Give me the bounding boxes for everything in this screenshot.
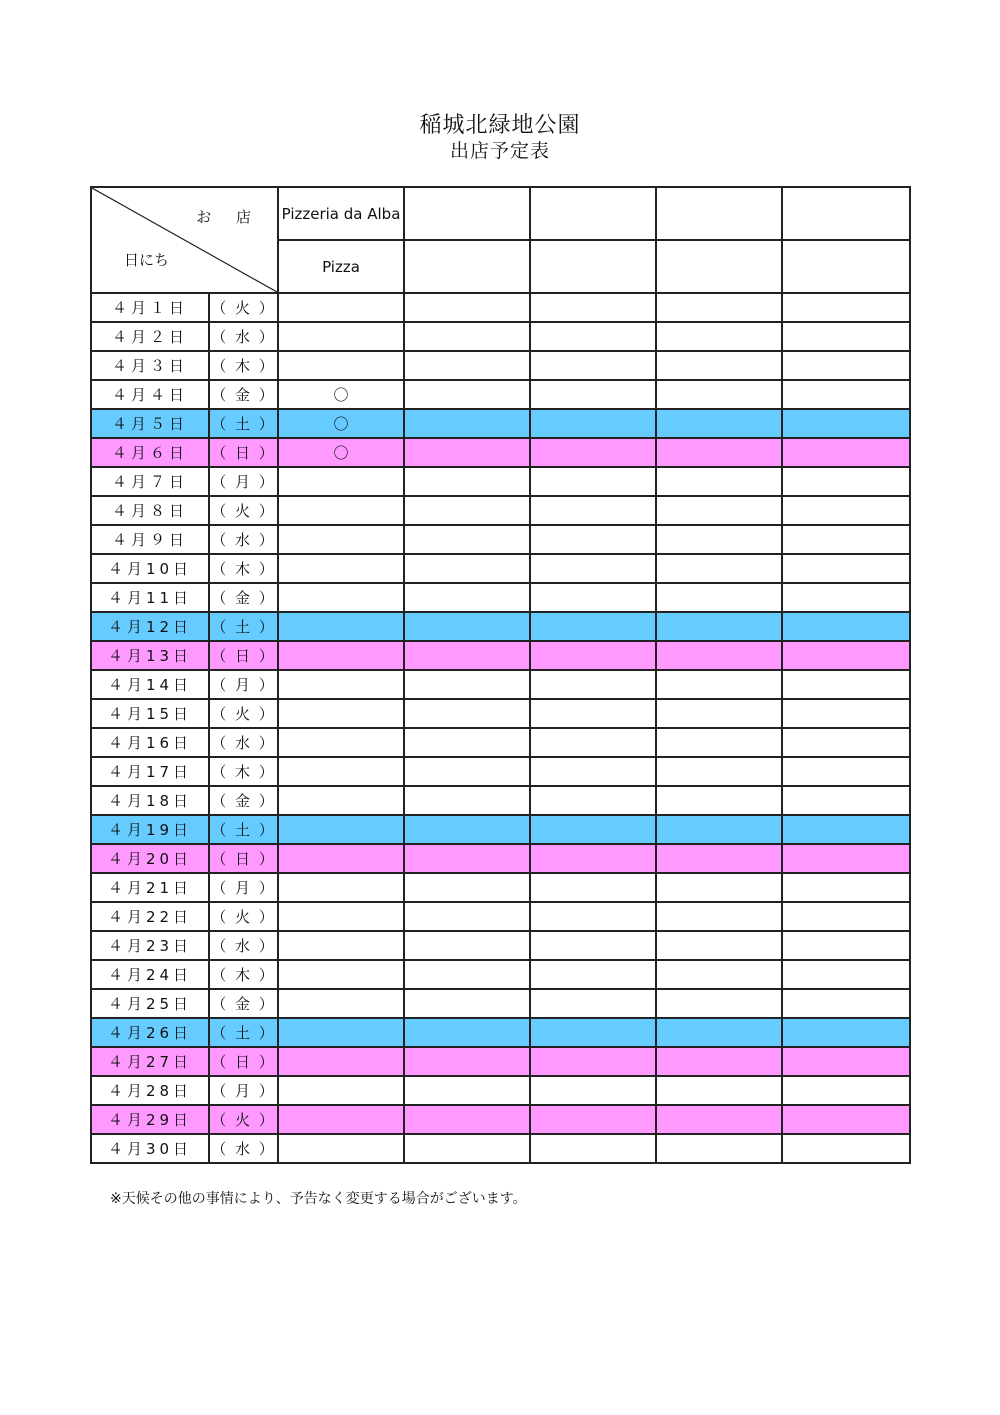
schedule-cell — [278, 699, 404, 728]
weekday-cell: （ 火 ） — [209, 1105, 278, 1134]
schedule-cell — [278, 960, 404, 989]
schedule-cell — [404, 409, 530, 438]
schedule-cell — [530, 641, 656, 670]
schedule-cell — [530, 322, 656, 351]
date-cell: ４月10日 — [91, 554, 209, 583]
schedule-cell — [530, 1076, 656, 1105]
table-row — [91, 496, 910, 525]
date-cell: ４月29日 — [91, 1105, 209, 1134]
date-cell: ４月13日 — [91, 641, 209, 670]
schedule-cell — [782, 699, 910, 728]
date-cell: ４月18日 — [91, 786, 209, 815]
table-row — [91, 873, 910, 902]
schedule-cell — [404, 380, 530, 409]
table-row — [91, 612, 910, 641]
schedule-cell: 〇 — [278, 409, 404, 438]
table-row — [91, 525, 910, 554]
schedule-cell — [530, 380, 656, 409]
schedule-cell — [782, 1047, 910, 1076]
schedule-cell — [530, 728, 656, 757]
table-row — [91, 554, 910, 583]
schedule-cell — [404, 1018, 530, 1047]
schedule-cell — [530, 351, 656, 380]
schedule-cell — [404, 322, 530, 351]
schedule-cell — [404, 438, 530, 467]
weekday-cell: （ 土 ） — [209, 1018, 278, 1047]
date-cell: ４月21日 — [91, 873, 209, 902]
date-cell: ４月12日 — [91, 612, 209, 641]
corner-header-cell — [91, 187, 278, 293]
schedule-cell — [782, 612, 910, 641]
store-genre-cell — [530, 240, 656, 293]
schedule-cell — [656, 525, 782, 554]
schedule-cell — [656, 931, 782, 960]
schedule-cell — [782, 1105, 910, 1134]
schedule-cell — [782, 757, 910, 786]
table-row — [91, 1105, 910, 1134]
schedule-cell — [530, 757, 656, 786]
schedule-cell — [404, 1076, 530, 1105]
weekday-cell: （ 月 ） — [209, 1076, 278, 1105]
schedule-cell — [656, 438, 782, 467]
table-row — [91, 786, 910, 815]
schedule-cell — [278, 525, 404, 554]
date-cell: ４月16日 — [91, 728, 209, 757]
schedule-cell — [278, 583, 404, 612]
schedule-cell — [530, 931, 656, 960]
store-name-cell — [530, 187, 656, 240]
weekday-cell: （ 月 ） — [209, 670, 278, 699]
schedule-cell — [278, 351, 404, 380]
table-row — [91, 670, 910, 699]
date-cell: ４月19日 — [91, 815, 209, 844]
table-row — [91, 380, 910, 409]
weekday-cell: （ 水 ） — [209, 931, 278, 960]
schedule-cell — [656, 1018, 782, 1047]
schedule-cell — [656, 496, 782, 525]
schedule-cell — [656, 1134, 782, 1163]
store-genre-cell — [404, 240, 530, 293]
table-row — [91, 322, 910, 351]
schedule-cell — [404, 496, 530, 525]
schedule-cell — [530, 1134, 656, 1163]
schedule-cell — [278, 844, 404, 873]
schedule-cell — [530, 873, 656, 902]
store-genre-cell — [656, 240, 782, 293]
schedule-cell — [782, 1134, 910, 1163]
schedule-cell — [656, 322, 782, 351]
table-row — [91, 699, 910, 728]
weekday-cell: （ 火 ） — [209, 496, 278, 525]
date-cell: ４月８日 — [91, 496, 209, 525]
date-cell: ４月２日 — [91, 322, 209, 351]
schedule-cell — [782, 438, 910, 467]
schedule-cell — [782, 815, 910, 844]
store-name: Pizzeria da Alba — [281, 204, 401, 223]
weekday-cell: （ 日 ） — [209, 844, 278, 873]
schedule-cell — [656, 873, 782, 902]
schedule-cell — [656, 554, 782, 583]
table-row — [91, 1018, 910, 1047]
schedule-cell — [656, 351, 782, 380]
schedule-cell — [404, 931, 530, 960]
weekday-cell: （ 土 ） — [209, 409, 278, 438]
schedule-cell — [656, 757, 782, 786]
date-cell: ４月７日 — [91, 467, 209, 496]
date-cell: ４月15日 — [91, 699, 209, 728]
schedule-cell — [656, 641, 782, 670]
schedule-cell — [656, 670, 782, 699]
schedule-cell — [782, 960, 910, 989]
schedule-cell — [782, 496, 910, 525]
schedule-cell — [278, 670, 404, 699]
weekday-cell: （ 火 ） — [209, 902, 278, 931]
schedule-cell — [278, 815, 404, 844]
schedule-cell — [278, 641, 404, 670]
schedule-cell — [404, 583, 530, 612]
schedule-cell — [404, 757, 530, 786]
schedule-cell — [530, 293, 656, 322]
date-header-label: 日にち — [124, 251, 170, 269]
schedule-cell — [404, 902, 530, 931]
weekday-cell: （ 水 ） — [209, 525, 278, 554]
table-row — [91, 438, 910, 467]
table-row — [91, 1047, 910, 1076]
schedule-cell — [278, 728, 404, 757]
schedule-cell — [404, 467, 530, 496]
schedule-cell — [278, 1134, 404, 1163]
schedule-cell — [656, 960, 782, 989]
schedule-cell — [656, 409, 782, 438]
schedule-cell — [278, 496, 404, 525]
schedule-cell — [530, 467, 656, 496]
schedule-cell — [656, 380, 782, 409]
date-cell: ４月20日 — [91, 844, 209, 873]
date-cell: ４月30日 — [91, 1134, 209, 1163]
weekday-cell: （ 木 ） — [209, 960, 278, 989]
weekday-cell: （ 日 ） — [209, 1047, 278, 1076]
page-title: 稲城北緑地公園 — [419, 113, 581, 138]
schedule-cell — [404, 960, 530, 989]
schedule-cell — [278, 293, 404, 322]
date-cell: ４月26日 — [91, 1018, 209, 1047]
date-cell: ４月１日 — [91, 293, 209, 322]
store-name-cell — [278, 187, 404, 240]
schedule-cell — [404, 728, 530, 757]
weekday-cell: （ 水 ） — [209, 322, 278, 351]
schedule-cell — [782, 322, 910, 351]
schedule-cell — [656, 1076, 782, 1105]
date-cell: ４月６日 — [91, 438, 209, 467]
table-row — [91, 989, 910, 1018]
schedule-cell — [782, 583, 910, 612]
date-cell: ４月４日 — [91, 380, 209, 409]
schedule-cell — [656, 989, 782, 1018]
schedule-cell — [278, 612, 404, 641]
schedule-cell — [404, 641, 530, 670]
weekday-cell: （ 金 ） — [209, 380, 278, 409]
schedule-cell — [782, 409, 910, 438]
date-cell: ４月14日 — [91, 670, 209, 699]
schedule-cell — [656, 815, 782, 844]
weekday-cell: （ 水 ） — [209, 728, 278, 757]
schedule-cell — [782, 902, 910, 931]
weekday-cell: （ 木 ） — [209, 351, 278, 380]
schedule-cell — [782, 728, 910, 757]
store-name-cell — [404, 187, 530, 240]
schedule-cell — [782, 380, 910, 409]
schedule-cell — [782, 293, 910, 322]
schedule-cell: 〇 — [278, 380, 404, 409]
date-cell: ４月３日 — [91, 351, 209, 380]
schedule-cell: 〇 — [278, 438, 404, 467]
schedule-cell — [656, 786, 782, 815]
weekday-cell: （ 金 ） — [209, 786, 278, 815]
weekday-cell: （ 土 ） — [209, 612, 278, 641]
schedule-cell — [530, 1105, 656, 1134]
schedule-cell — [782, 467, 910, 496]
weekday-cell: （ 日 ） — [209, 438, 278, 467]
shop-header-label: お 店 — [196, 208, 261, 226]
weekday-cell: （ 金 ） — [209, 583, 278, 612]
schedule-cell — [530, 1018, 656, 1047]
weekday-cell: （ 土 ） — [209, 815, 278, 844]
page-subtitle: 出店予定表 — [449, 140, 550, 162]
schedule-cell — [656, 293, 782, 322]
schedule-cell — [530, 844, 656, 873]
schedule-cell — [404, 351, 530, 380]
schedule-cell — [656, 699, 782, 728]
schedule-cell — [404, 293, 530, 322]
store-genre-cell — [278, 240, 404, 293]
schedule-cell — [782, 641, 910, 670]
schedule-cell — [782, 525, 910, 554]
date-cell: ４月９日 — [91, 525, 209, 554]
schedule-table — [90, 186, 911, 1164]
date-cell: ４月５日 — [91, 409, 209, 438]
schedule-cell — [530, 554, 656, 583]
schedule-cell — [278, 931, 404, 960]
table-row — [91, 960, 910, 989]
schedule-cell — [278, 1018, 404, 1047]
schedule-cell — [404, 873, 530, 902]
schedule-cell — [404, 1134, 530, 1163]
schedule-cell — [530, 786, 656, 815]
table-row — [91, 757, 910, 786]
schedule-cell — [782, 1076, 910, 1105]
schedule-cell — [404, 525, 530, 554]
schedule-cell — [404, 1105, 530, 1134]
table-row — [91, 815, 910, 844]
diagonal-line — [92, 188, 277, 292]
schedule-cell — [656, 1047, 782, 1076]
schedule-cell — [404, 612, 530, 641]
weekday-cell: （ 木 ） — [209, 554, 278, 583]
store-genre-cell — [782, 240, 910, 293]
schedule-cell — [278, 757, 404, 786]
schedule-cell — [278, 786, 404, 815]
schedule-cell — [782, 931, 910, 960]
store-name-cell — [656, 187, 782, 240]
date-cell: ４月28日 — [91, 1076, 209, 1105]
table-row — [91, 583, 910, 612]
table-row — [91, 641, 910, 670]
weekday-cell: （ 水 ） — [209, 1134, 278, 1163]
schedule-cell — [782, 554, 910, 583]
schedule-cell — [404, 1047, 530, 1076]
schedule-cell — [404, 670, 530, 699]
table-row — [91, 902, 910, 931]
schedule-cell — [278, 873, 404, 902]
schedule-cell — [530, 583, 656, 612]
schedule-cell — [404, 786, 530, 815]
table-row — [91, 931, 910, 960]
schedule-cell — [278, 902, 404, 931]
schedule-cell — [530, 815, 656, 844]
schedule-cell — [656, 728, 782, 757]
schedule-cell — [656, 612, 782, 641]
table-row — [91, 467, 910, 496]
schedule-cell — [782, 989, 910, 1018]
date-cell: ４月24日 — [91, 960, 209, 989]
table-row — [91, 293, 910, 322]
schedule-cell — [782, 670, 910, 699]
schedule-cell — [530, 496, 656, 525]
schedule-cell — [656, 844, 782, 873]
table-row — [91, 1076, 910, 1105]
schedule-cell — [404, 844, 530, 873]
date-cell: ４月25日 — [91, 989, 209, 1018]
schedule-cell — [278, 1076, 404, 1105]
schedule-cell — [530, 1047, 656, 1076]
schedule-cell — [530, 699, 656, 728]
schedule-cell — [656, 467, 782, 496]
schedule-cell — [656, 1105, 782, 1134]
schedule-cell — [404, 554, 530, 583]
schedule-cell — [782, 873, 910, 902]
schedule-cell — [530, 989, 656, 1018]
date-cell: ４月11日 — [91, 583, 209, 612]
weekday-cell: （ 火 ） — [209, 293, 278, 322]
date-cell: ４月22日 — [91, 902, 209, 931]
table-row — [91, 351, 910, 380]
schedule-cell — [278, 1105, 404, 1134]
schedule-cell — [404, 989, 530, 1018]
schedule-cell — [530, 525, 656, 554]
schedule-cell — [278, 554, 404, 583]
weekday-cell: （ 火 ） — [209, 699, 278, 728]
store-genre: Pizza — [322, 257, 360, 276]
schedule-cell — [278, 989, 404, 1018]
table-row — [91, 844, 910, 873]
schedule-cell — [404, 815, 530, 844]
schedule-cell — [782, 844, 910, 873]
schedule-cell — [782, 786, 910, 815]
weekday-cell: （ 金 ） — [209, 989, 278, 1018]
schedule-cell — [530, 902, 656, 931]
date-cell: ４月27日 — [91, 1047, 209, 1076]
schedule-cell — [404, 699, 530, 728]
schedule-cell — [782, 1018, 910, 1047]
date-cell: ４月17日 — [91, 757, 209, 786]
table-row — [91, 728, 910, 757]
footnote: ※天候その他の事情により、予告なく変更する場合がございます。 — [110, 1191, 527, 1207]
schedule-cell — [782, 351, 910, 380]
weekday-cell: （ 木 ） — [209, 757, 278, 786]
schedule-cell — [530, 670, 656, 699]
table-row — [91, 1134, 910, 1163]
weekday-cell: （ 月 ） — [209, 873, 278, 902]
table-row — [91, 409, 910, 438]
weekday-cell: （ 日 ） — [209, 641, 278, 670]
schedule-cell — [530, 409, 656, 438]
schedule-cell — [530, 612, 656, 641]
schedule-cell — [656, 902, 782, 931]
date-cell: ４月23日 — [91, 931, 209, 960]
schedule-cell — [278, 1047, 404, 1076]
schedule-cell — [530, 438, 656, 467]
weekday-cell: （ 月 ） — [209, 467, 278, 496]
schedule-cell — [656, 583, 782, 612]
schedule-cell — [278, 467, 404, 496]
store-name-cell — [782, 187, 910, 240]
schedule-cell — [278, 322, 404, 351]
schedule-cell — [530, 960, 656, 989]
header-row-names — [91, 187, 910, 240]
